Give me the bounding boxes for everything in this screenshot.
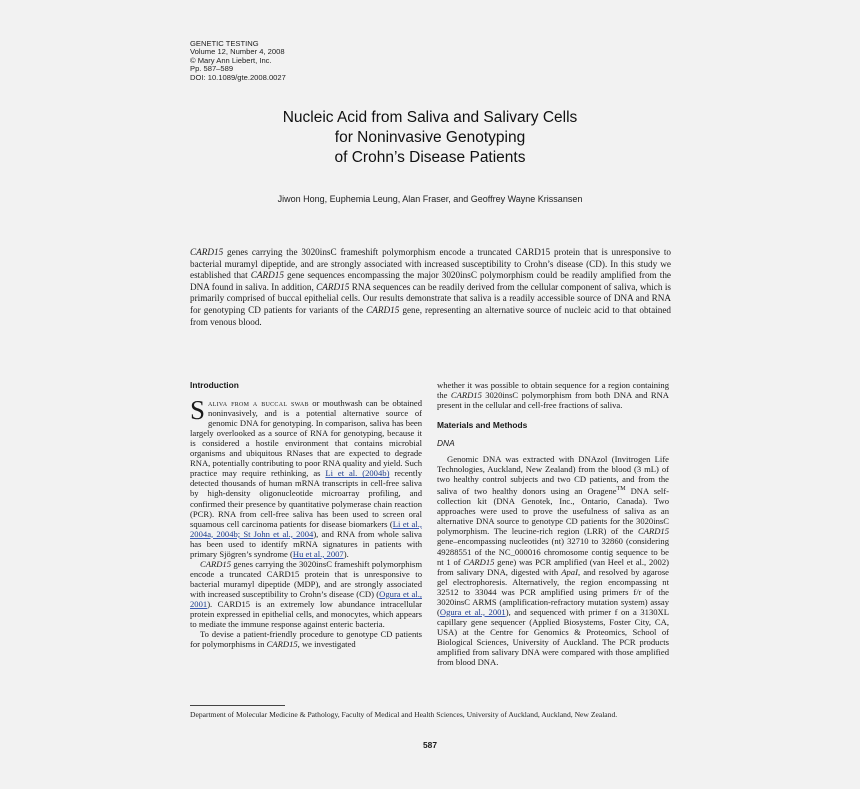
abstract-text: genes carrying the 3020insC frameshift polymorphism encode a truncated CARD15 protein that is unresponsive to bacterial muramyl dipeptide, and are strongly associated with increased susceptibility to Crohn’s disease (CD). In this study we established that	[190, 247, 671, 281]
methods-heading: Materials and Methods	[437, 420, 528, 431]
paragraph-text: ), and sequenced with primer f on a 3130XL capillary gene sequencer (Applied Biosystems, Foster City, CA, USA) at the Centre for Genomics & Proteomics, School of Biological Sciences, University of Auckland. The PCR products amplified from salivary DNA were compared with those amplified from blood DNA.	[437, 606, 670, 668]
article-title	[180, 108, 680, 168]
paragraph-text: ), and RNA from whole saliva has been used to identify mRNA signatures in patients with primary Sjögren’s syndrome (	[190, 528, 422, 559]
paragraph-text: , and resolved by agarose gel electrophoresis. Alternatively, the region encompassing nt 32512 to 33044 was PCR amplified using primers f/r of the 3020insC ARMS (amplification-refractory mutation system) assay (	[437, 566, 669, 617]
journal-header	[190, 40, 286, 82]
footnote-divider	[190, 705, 285, 706]
author-list: Jiwon Hong, Euphemia Leung, Alan Fraser, and Geoffrey Wayne Krissansen	[277, 194, 583, 204]
journal-copyright: © Mary Ann Liebert, Inc.	[190, 55, 272, 65]
gene-name: CARD15	[250, 270, 284, 281]
gene-name: CARD15	[637, 526, 669, 537]
title-line: Nucleic Acid from Saliva and Salivary Cells	[282, 109, 578, 126]
gene-name: CARD15	[463, 556, 495, 567]
gene-name: CARD15	[266, 639, 298, 650]
intro-continuation	[437, 380, 669, 410]
gene-name: CARD15	[316, 281, 350, 292]
paragraph-text: Genomic DNA was extracted with DNAzol (Invitrogen Life Technologies, Auckland, New Zealand) from the blood (3 mL) of two healthy control subjects and two CD patients, and from the saliva of two healthy donors using an Oragene	[437, 454, 669, 497]
abstract	[190, 247, 671, 328]
citation-link[interactable]: Li et al., 2004a, 2004b; St John et al., 2004	[190, 518, 422, 539]
paragraph-text: To devise a patient-friendly procedure to genotype CD patients for polymorphisms in	[190, 629, 422, 650]
paragraph-text: gene) was PCR amplified (van Heel et al., 2002) from salivary DNA, digested with	[437, 556, 670, 577]
paragraph-text: ). CARD15 is an extremely low abundance intracellular protein expressed in epithelial cells, and monocytes, which appears to mediate the immune response against enteric bacteria.	[190, 598, 422, 630]
paragraph-text: , we investigated	[297, 639, 356, 650]
enzyme-name: ApaI	[561, 566, 578, 577]
gene-name: CARD15	[450, 390, 482, 401]
paragraph-text: DNA self-collection kit (DNA Genotek, Inc., Ontario, Canada). Two approaches were used to prove the usefulness of saliva as an alternative DNA source to genotype CD patients for the 3020insC polymorphism. The leucine-rich region (LRR) of the	[437, 486, 669, 537]
journal-volume: Volume 12, Number 4, 2008	[190, 47, 285, 57]
title-line: for Noninvasive Genotyping	[334, 129, 526, 146]
page-number: 587	[423, 740, 437, 750]
paragraph-text: or mouthwash can be obtained noninvasively, and is a potential alternative source of genomic DNA for genotyping. In comparison, saliva has been largely overlooked as a source of RNA for genotyping, because it is considered a hostile environment that contains microbial organisms and ubiquitous RNases that are expected to degrade RNA, potentially contributing to poor RNA quality and yield. Such practice may require rethinking, as	[190, 398, 423, 479]
title-line: of Crohn’s Disease Patients	[334, 149, 526, 166]
paragraph-text: recently detected thousands of human mRNA transcripts in cell-free saliva by high-density oligonucleotide microarray profiling, and confirmed their presence by quantitative polymerase chain reaction (PCR). RNA from cell-free saliva has been used to screen oral squamous cell carcinoma patients for disease biomarkers (	[190, 468, 422, 529]
gene-name: CARD15	[366, 304, 400, 315]
intro-paragraph-1	[190, 395, 423, 559]
paragraph-text: genes carrying the 3020insC frameshift polymorphism encode a truncated CARD15 protein that is unresponsive to bacterial muramyl dipeptide (MDP), and are strongly associated with increased susceptibility to Crohn’s disease (CD) (	[190, 558, 422, 599]
intro-paragraph-2	[190, 559, 422, 629]
gene-name: CARD15	[190, 247, 224, 257]
citation-link[interactable]: Hu et al., 2007	[292, 548, 344, 559]
small-caps-opening: aliva from a buccal swab	[208, 398, 309, 409]
intro-paragraph-3	[190, 629, 422, 649]
paragraph-text: ).	[343, 548, 349, 559]
paragraph-text: 3020insC polymorphism from both DNA and RNA present in the cellular and cell-free fractions of saliva.	[437, 390, 669, 411]
citation-link[interactable]: Ogura et al., 2001	[439, 606, 506, 617]
journal-doi: DOI: 10.1089/gte.2008.0027	[190, 72, 286, 82]
abstract-text: RNA sequences can be readily derived from the cellular component of saliva, which is primarily comprised of buccal epithelial cells. Our results demonstrate that saliva is a readily accessible source of DNA and RNA for genotyping CD patients for variants of the	[190, 281, 671, 315]
abstract-text: gene, representing an alternative source of nucleic acid to that obtained from venous blood.	[190, 304, 671, 327]
abstract-text: gene sequences encompassing the major 3020insC polymorphism could be readily amplified from the DNA found in saliva. In addition,	[190, 270, 671, 292]
citation-link[interactable]: Li et al. (2004b)	[325, 468, 390, 479]
affiliation-footnote: Department of Molecular Medicine & Pathology, Faculty of Medical and Health Sciences, University of Auckland, Auckland, New Zealand.	[190, 710, 618, 719]
spacer	[437, 410, 669, 420]
methods-paragraph-1	[437, 454, 669, 667]
dna-subheading: DNA	[437, 438, 455, 449]
left-column	[190, 380, 422, 649]
trademark-mark: TM	[616, 486, 626, 493]
right-column	[437, 380, 669, 667]
drop-cap: S	[190, 395, 206, 426]
paragraph-text: gene–encompassing nucleotides (nt) 32710 to 32860 (considering 49288551 of the NC_000016 chromosome contig sequence to be nt 1 of	[437, 536, 669, 567]
journal-pages: Pp. 587–589	[190, 64, 234, 74]
introduction-heading: Introduction	[190, 380, 239, 390]
journal-name: GENETIC TESTING	[190, 39, 259, 48]
gene-name: CARD15	[200, 558, 232, 569]
citation-link[interactable]: Ogura et al., 2001	[190, 588, 422, 609]
paragraph-text: whether it was possible to obtain sequence for a region containing the	[437, 380, 669, 401]
